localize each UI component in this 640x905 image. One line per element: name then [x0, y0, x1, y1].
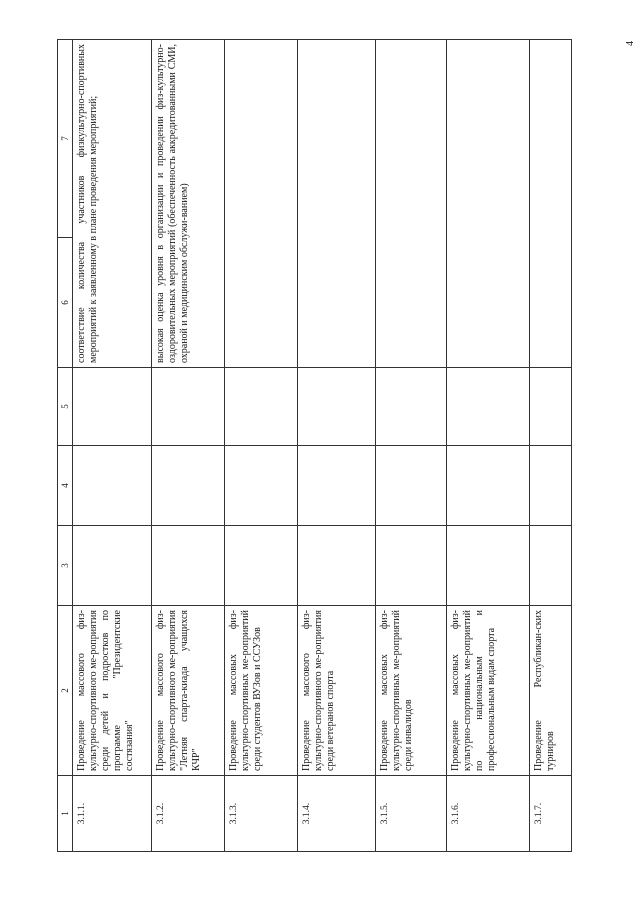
row-number: 3.1.3. [225, 776, 298, 852]
event-name: Проведение массового физ-культурно-спортивного ме-роприятия "Летняя спарта-киада учащихся КЧР" [152, 606, 225, 776]
indicator-text: соответствие количества участников физкультурно-спортивных мероприятий к заявленному в плане проведения мероприятий; [73, 40, 152, 368]
col-header-4: 4 [58, 446, 73, 526]
row-number: 3.1.4. [298, 776, 376, 852]
cell-col3 [225, 526, 298, 606]
event-name: Проведение массового физ-культурно-спортивного ме-роприятия среди детей и подростков по программе "Президентские состязания" [73, 606, 152, 776]
indicator-text [376, 40, 447, 368]
cell-col4 [225, 446, 298, 526]
cell-col5 [530, 368, 572, 446]
indicator-text [530, 40, 572, 368]
cell-col4 [376, 446, 447, 526]
cell-col4 [73, 446, 152, 526]
table-row [530, 40, 572, 852]
page-number: 4 [625, 41, 636, 46]
cell-col3 [447, 526, 530, 606]
table-row [298, 40, 376, 852]
header-row [58, 40, 73, 852]
cell-col3 [298, 526, 376, 606]
row-number: 3.1.7. [530, 776, 572, 852]
row-number: 3.1.6. [447, 776, 530, 852]
indicator-text: высокая оценка уровня в организации и проведении физ-культурно-оздоровительных мероприятий (обеспеченность аккредитованными СМИ, охраной и медицинским обслужи-ванием) [152, 40, 225, 368]
cell-col5 [298, 368, 376, 446]
table-row [152, 40, 225, 852]
indicator-text [447, 40, 530, 368]
indicator-text [298, 40, 376, 368]
indicator-text [225, 40, 298, 368]
cell-col4 [530, 446, 572, 526]
cell-col5 [225, 368, 298, 446]
col-header-6: 6 [58, 238, 73, 368]
row-number: 3.1.2. [152, 776, 225, 852]
cell-col3 [152, 526, 225, 606]
cell-col3 [530, 526, 572, 606]
cell-col4 [298, 446, 376, 526]
cell-col5 [73, 368, 152, 446]
event-name: Проведение массового физ-культурно-спортивного ме-роприятия среди ветеранов спорта [298, 606, 376, 776]
rotated-table-wrapper [57, 40, 622, 852]
col-header-3: 3 [58, 526, 73, 606]
cell-col3 [376, 526, 447, 606]
event-name: Проведение массовых физ-культурно-спортивных ме-роприятий среди инвалидов [376, 606, 447, 776]
event-name: Проведение массовых физ-культурно-спортивных ме-роприятий по национальным и профессиональным видам спорта [447, 606, 530, 776]
event-name: Проведение массовых физ-культурно-спортивных ме-роприятий среди студентов ВУЗов и ССУЗов [225, 606, 298, 776]
table-row [447, 40, 530, 852]
cell-col4 [447, 446, 530, 526]
row-number: 3.1.5. [376, 776, 447, 852]
col-header-1: 1 [58, 776, 73, 852]
col-header-5: 5 [58, 368, 73, 446]
row-number: 3.1.1. [73, 776, 152, 852]
cell-col3 [73, 526, 152, 606]
col-header-2: 2 [58, 606, 73, 776]
table-row [73, 40, 152, 852]
cell-col4 [152, 446, 225, 526]
program-table [57, 39, 572, 852]
cell-col5 [152, 368, 225, 446]
event-name: Проведение Республикан-ских турниров [530, 606, 572, 776]
cell-col5 [447, 368, 530, 446]
cell-col5 [376, 368, 447, 446]
col-header-7: 7 [58, 40, 73, 238]
table-row [376, 40, 447, 852]
table-row [225, 40, 298, 852]
